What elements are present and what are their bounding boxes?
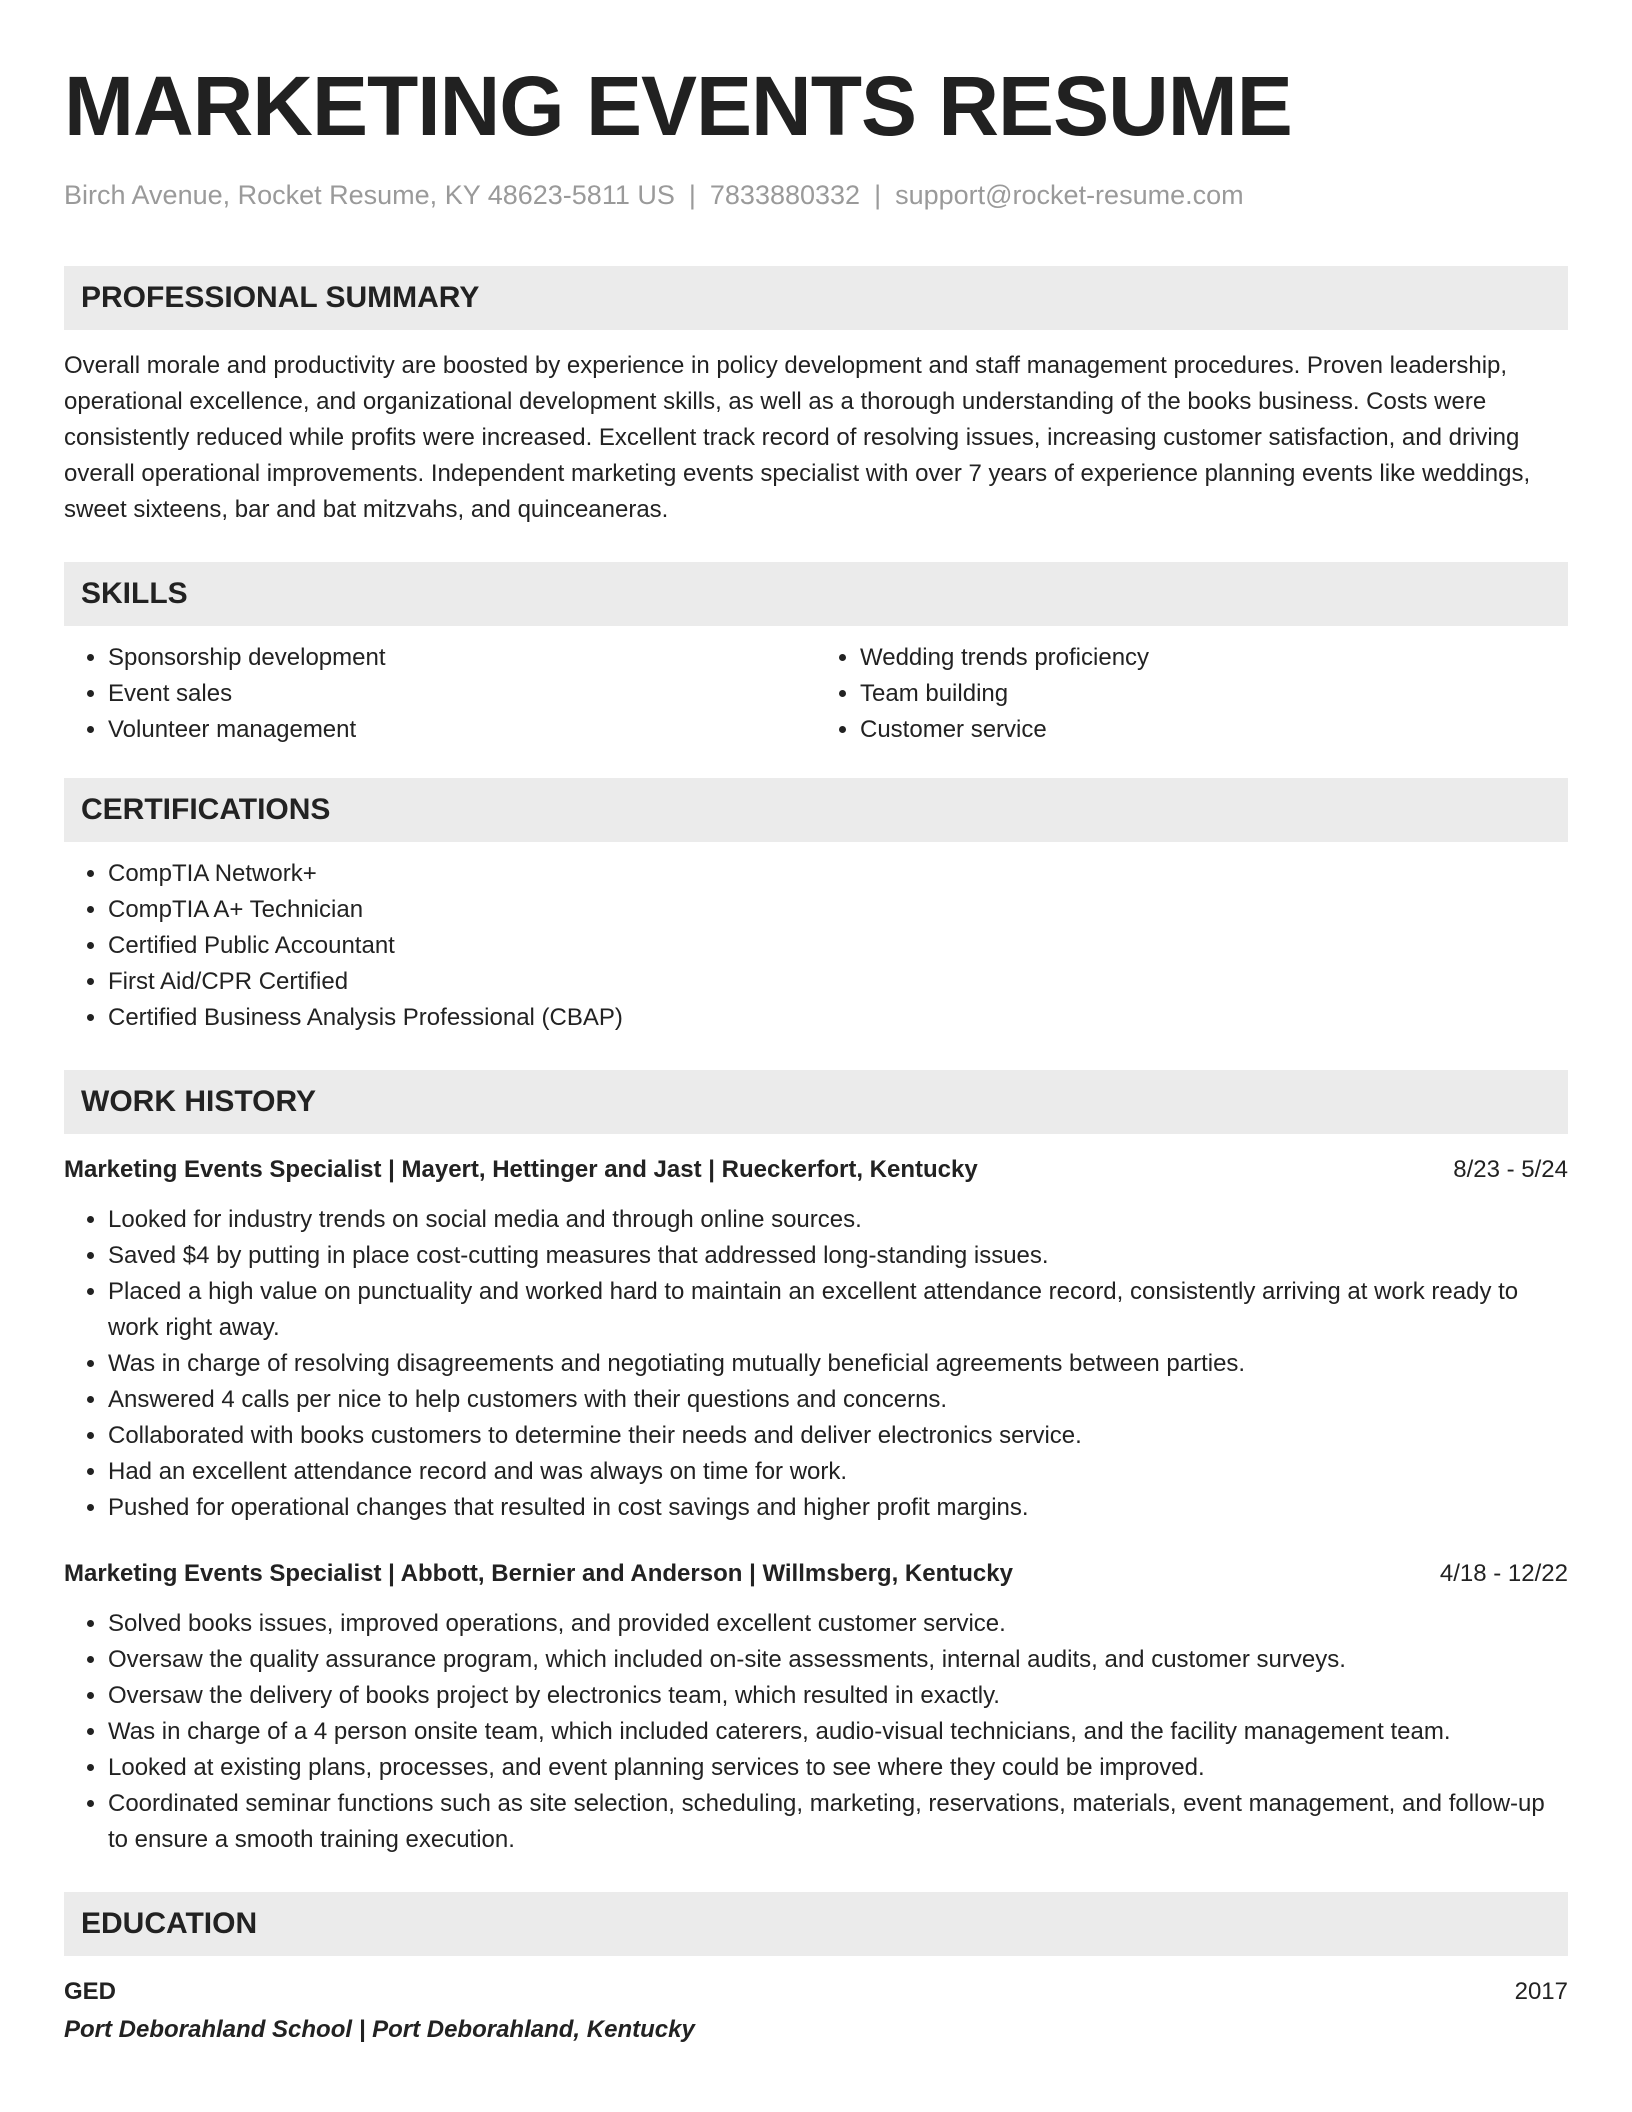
certification-item: • Certified Business Analysis Professional (CBAP) <box>108 1000 1568 1036</box>
skill-item: • Customer service <box>860 712 1568 748</box>
job-bullet: • Pushed for operational changes that resulted in cost savings and higher profit margins. <box>108 1490 1568 1526</box>
skill-item: • Event sales <box>108 676 816 712</box>
job-bullet: • Oversaw the quality assurance program, which included on-site assessments, internal audits, and customer surveys. <box>108 1642 1568 1678</box>
certifications-list <box>64 856 1568 1036</box>
job-bullet: • Coordinated seminar functions such as site selection, scheduling, marketing, reservations, materials, event management, and follow-up to ensure a smooth training execution. <box>108 1786 1568 1858</box>
certification-item: • Certified Public Accountant <box>108 928 1568 964</box>
education-year: 2017 <box>1514 1978 1568 2005</box>
job-bullet: • Looked at existing plans, processes, and event planning services to see where they could be improved. <box>108 1750 1568 1786</box>
education-degree: GED <box>64 1978 117 2005</box>
section-header-certifications: CERTIFICATIONS <box>64 778 1568 842</box>
section-header-education: EDUCATION <box>64 1892 1568 1956</box>
job-bullet: • Had an excellent attendance record and was always on time for work. <box>108 1454 1568 1490</box>
skill-item: • Volunteer management <box>108 712 816 748</box>
section-header-skills: SKILLS <box>64 562 1568 626</box>
job-bullet: • Looked for industry trends on social media and through online sources. <box>108 1202 1568 1238</box>
section-header-summary: PROFESSIONAL SUMMARY <box>64 266 1568 330</box>
job-title: Marketing Events Specialist | Mayert, Hettinger and Jast | Rueckerfort, Kentucky <box>64 1156 978 1183</box>
job-bullet: • Solved books issues, improved operations, and provided excellent customer service. <box>108 1606 1568 1642</box>
contact-phone: 7833880332 <box>709 180 861 210</box>
job-bullet: • Oversaw the delivery of books project by electronics team, which resulted in exactly. <box>108 1678 1568 1714</box>
job-dates: 4/18 - 12/22 <box>1439 1560 1568 1587</box>
contact-email: support@rocket-resume.com <box>895 180 1244 210</box>
skill-item: • Team building <box>860 676 1568 712</box>
education-school: Port Deborahland School | Port Deborahland, Kentucky <box>64 2016 695 2043</box>
skill-item: • Wedding trends proficiency <box>860 640 1568 676</box>
summary-text: Overall morale and productivity are boosted by experience in policy development and staff management procedures. Proven leadership, operational excellence, and organizational development skills, as well as a thorough understanding of the books business. Costs were consistently reduced while profits were increased. Excellent track record of resolving issues, increasing customer satisfaction, and driving overall operational improvements. Independent marketing events specialist with over 7 years of experience planning events like weddings, sweet sixteens, bar and bat mitzvahs, and quinceaneras. <box>64 352 1531 523</box>
certification-item: • CompTIA A+ Technician <box>108 892 1568 928</box>
section-header-work-history: WORK HISTORY <box>64 1070 1568 1134</box>
contact-separator: | <box>688 180 696 210</box>
skills-column-left <box>64 640 816 748</box>
job-bullet: • Saved $4 by putting in place cost-cutting measures that addressed long-standing issues. <box>108 1238 1568 1274</box>
education-header <box>64 1974 1568 2010</box>
job-bullet: • Placed a high value on punctuality and worked hard to maintain an excellent attendance record, consistently arriving at work ready to work right away. <box>108 1274 1568 1346</box>
job-bullet: • Collaborated with books customers to determine their needs and deliver electronics service. <box>108 1418 1568 1454</box>
job-header <box>64 1152 1568 1188</box>
contact-address: Birch Avenue, Rocket Resume, KY 48623-5811 US <box>64 180 675 210</box>
job-bullets <box>64 1606 1568 1858</box>
job-bullet: • Was in charge of resolving disagreements and negotiating mutually beneficial agreements between parties. <box>108 1346 1568 1382</box>
job-header <box>64 1556 1568 1592</box>
job-dates: 8/23 - 5/24 <box>1453 1156 1568 1183</box>
contact-line <box>64 178 1568 212</box>
skill-item: • Sponsorship development <box>108 640 816 676</box>
skills-column-right <box>816 640 1568 748</box>
job-bullets <box>64 1202 1568 1526</box>
certification-item: • First Aid/CPR Certified <box>108 964 1568 1000</box>
resume-title: MARKETING EVENTS RESUME <box>64 59 1292 153</box>
job-title: Marketing Events Specialist | Abbott, Bernier and Anderson | Willmsberg, Kentucky <box>64 1560 1013 1587</box>
job-bullet: • Was in charge of a 4 person onsite team, which included caterers, audio-visual technicians, and the facility management team. <box>108 1714 1568 1750</box>
job-entry <box>64 1152 1568 1526</box>
job-bullet: • Answered 4 calls per nice to help customers with their questions and concerns. <box>108 1382 1568 1418</box>
certification-item: • CompTIA Network+ <box>108 856 1568 892</box>
skills-list <box>64 640 1568 748</box>
contact-separator: | <box>874 180 882 210</box>
job-entry <box>64 1556 1568 1858</box>
